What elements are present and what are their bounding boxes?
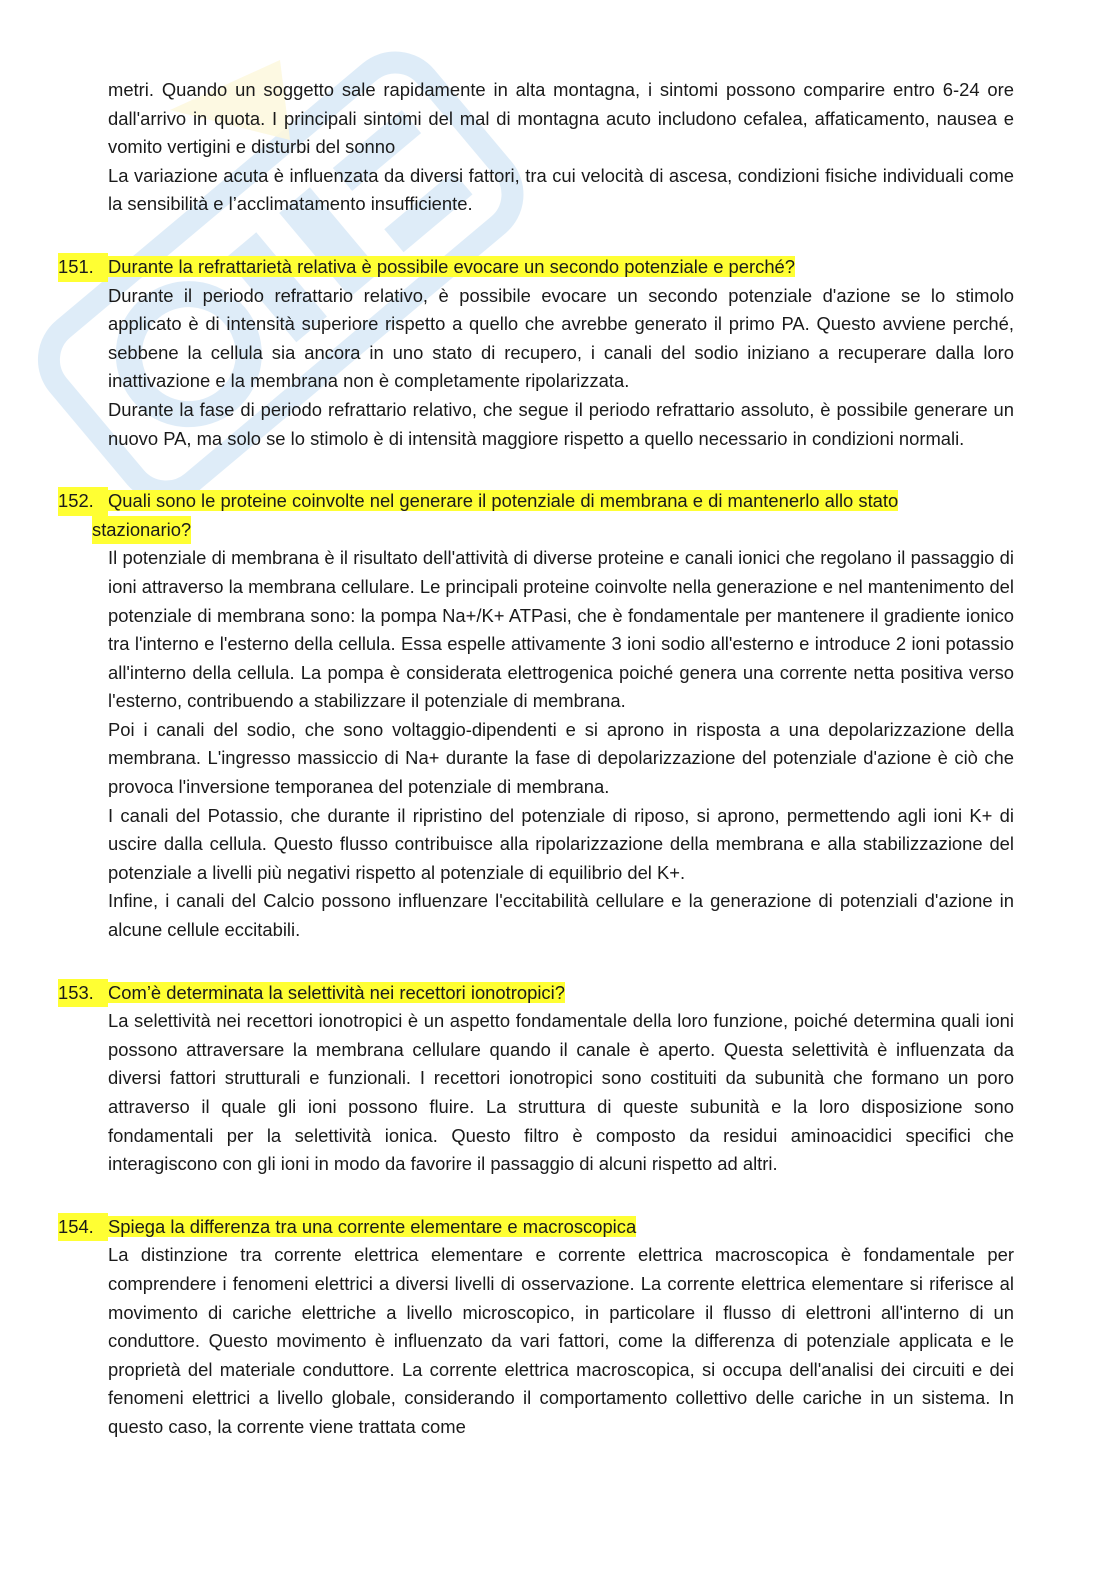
question-title: Quali sono le proteine coinvolte nel generare il potenziale di membrana e di mantenerlo allo stato — [108, 490, 899, 512]
question-151 — [0, 253, 1116, 453]
intro-paragraph: metri. Quando un soggetto sale rapidamente in alta montagna, i sintomi possono comparire entro 6-24 ore dall'arrivo in quota. I principali sintomi del mal di montagna acuto includono cefalea, affaticamento, nausea e vomito vertigini e disturbi del sonno — [108, 79, 1014, 158]
question-number: 154. — [58, 1213, 108, 1242]
question-152 — [0, 487, 1116, 945]
question-heading — [58, 1213, 1014, 1242]
answer-paragraph: Durante la fase di periodo refrattario relativo, che segue il periodo refrattario assoluto, è possibile generare un nuovo PA, ma solo se lo stimolo è di intensità maggiore rispetto a quello necessario in condizioni normali. — [108, 398, 1014, 449]
question-number: 151. — [58, 253, 108, 282]
answer-paragraph: Durante il periodo refrattario relativo, è possibile evocare un secondo potenziale d'azione se lo stimolo applicato è di intensità superiore rispetto a quello che avrebbe generato il primo PA. Questo avviene perché, sebbene la cellula sia ancora in uno stato di recupero, i canali del sodio iniziano a recuperare dalla loro inattivazione e la membrana non è completamente ripolarizzata. — [108, 284, 1014, 392]
answer-paragraph: Il potenziale di membrana è il risultato dell'attività di diverse proteine e canali ionici che regolano il passaggio di ioni attraverso la membrana cellulare. Le principali proteine coinvolte nella generazione e nel mantenimento del potenziale di membrana sono: la pompa Na+/K+ ATPasi, che è fondamentale per mantenere il gradiente ionico tra l'interno e l'esterno della cellula. Essa espelle attivamente 3 ioni sodio all'esterno e introduce 2 ioni potassio all'interno della cellula. La pompa è considerata elettrogenica poiché genera una corrente netta positiva verso l'esterno, contribuendo a stabilizzare il potenziale di membrana. — [108, 547, 1014, 712]
answer-paragraph: La selettività nei recettori ionotropici è un aspetto fondamentale della loro funzione, poiché determina quali ioni possono attraversare la membrana cellulare quando il canale è aperto. Questa selettività è influenzata da diversi fattori strutturali e funzionali. I recettori ionotropici sono costituiti da subunità che formano un poro attraverso il quale gli ioni possono fluire. La struttura di queste subunità e la loro disposizione sono fondamentali per la selettività ionica. Questo filtro è composto da residui aminoacidici specifici che interagiscono con gli ioni in modo da favorire il passaggio di alcuni rispetto ad altri. — [108, 1010, 1014, 1175]
question-number: 152. — [58, 487, 108, 516]
question-heading — [58, 487, 1014, 544]
question-title: Durante la refrattarietà relativa è possibile evocare un secondo potenziale e perché? — [108, 255, 795, 277]
answer-paragraph: La distinzione tra corrente elettrica elementare e corrente elettrica macroscopica è fondamentale per comprendere i fenomeni elettrici a diversi livelli di osservazione. La corrente elettrica elementare si riferisce al movimento di cariche elettriche a livello microscopico, in particolare il flusso di elettroni all'interno di un conduttore. Questo movimento è influenzato da vari fattori, come la differenza di potenziale applicata e le proprietà del materiale conduttore. La corrente elettrica macroscopica, si occupa dell'analisi dei circuiti e dei fenomeni elettrici a livello globale, considerando il comportamento collettivo delle cariche in un sistema. In questo caso, la corrente viene trattata come — [108, 1244, 1014, 1437]
answer-paragraph: I canali del Potassio, che durante il ripristino del potenziale di riposo, si aprono, permettendo agli ioni K+ di uscire dalla cellula. Questo flusso contribuisce alla ripolarizzazione della membrana e alla stabilizzazione del potenziale a livelli più negativi rispetto al potenziale di equilibrio del K+. — [108, 804, 1014, 883]
page-content — [0, 76, 1116, 1442]
question-154 — [0, 1213, 1116, 1442]
question-title-continued: stazionario? — [92, 516, 191, 545]
question-heading — [58, 253, 1014, 282]
answer-paragraph: Infine, i canali del Calcio possono influenzare l'eccitabilità cellulare e la generazione di potenziali d'azione in alcune cellule eccitabili. — [108, 890, 1014, 941]
question-title: Com’è determinata la selettività nei recettori ionotropici? — [108, 981, 565, 1003]
question-heading — [58, 979, 1014, 1008]
question-153 — [0, 979, 1116, 1179]
answer-paragraph: Poi i canali del sodio, che sono voltaggio-dipendenti e si aprono in risposta a una depolarizzazione della membrana. L'ingresso massiccio di Na+ durante la fase di depolarizzazione del potenziale d'azione è ciò che provoca l'inversione temporanea del potenziale di membrana. — [108, 718, 1014, 798]
question-title: Spiega la differenza tra una corrente elementare e macroscopica — [108, 1215, 637, 1237]
question-number: 153. — [58, 979, 108, 1008]
intro-section — [0, 76, 1116, 219]
intro-paragraph: La variazione acuta è influenzata da diversi fattori, tra cui velocità di ascesa, condizioni fisiche individuali come la sensibilità e l’acclimatamento insufficiente. — [108, 164, 1014, 215]
